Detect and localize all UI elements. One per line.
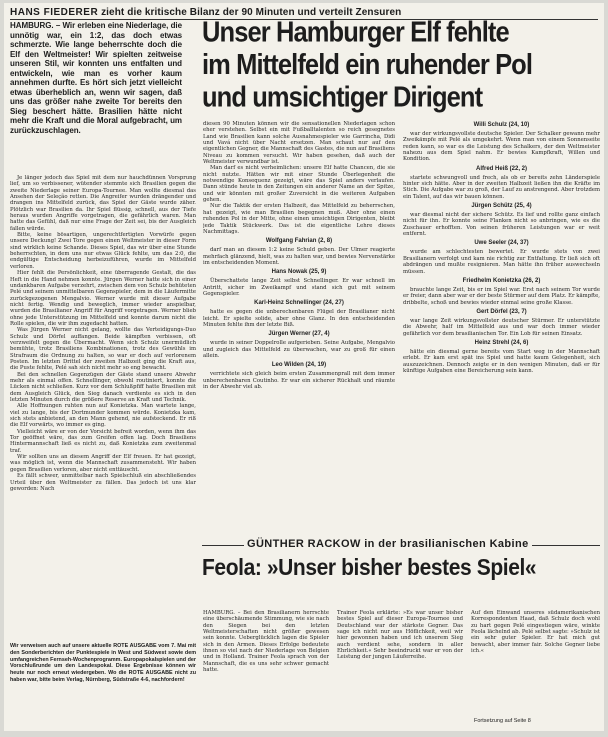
player-rating-text: startete schwungvoll und frech, als ob er bereits zehn Länderspiele hinter sich hätte. Aber in der zweiten Halbzeit ließen ihn die Kräfte im Stich. Die Aufgabe war zu groß, der Lauf zu anstrengend. Aber trotzdem ein Talent, auf das wir bauen können.	[403, 174, 600, 200]
player-rating-text: wurde in seiner Doppelrolle aufgerieben. Seine Aufgabe, Mengalvio und zugleich das Mittelfeld zu überwachen, war zu groß für einen allein.	[203, 340, 395, 359]
player-subhead: Heinz Strehl (24, 6)	[474, 339, 529, 346]
player-subhead: Jürgen Schütz (25, 4)	[471, 203, 532, 210]
second-story-column-1	[203, 610, 329, 718]
lead-paragraph	[10, 21, 182, 135]
player-subhead: Gert Dörfel (23, 7)	[476, 308, 527, 315]
article-paragraph: Vielleicht wäre er von der Vorsicht befreit worden, wenn ihm das Tor geöffnet wäre, das zum Greifen offen lag. Doch Brasiliens Hintermannschaft ließ es nicht zu, daß Konietzka zum zweitenmal traf.	[10, 428, 196, 454]
player-subhead: Friedhelm Konietzka (26, 2)	[462, 277, 541, 284]
article-paragraph: Es fällt schwer, unmittelbar nach Spielschluß ein abschließendes Urteil über den Weltmeister zu fällen. Das jedoch ist uns klar geworden: Nach	[10, 473, 196, 492]
kicker-text: zieht die kritische Bilanz der 90 Minuten und verteilt Zensuren	[101, 7, 402, 18]
continued-note: Fortsetzung auf Seite 8	[474, 718, 531, 724]
player-rating-text: hatte es gegen die unberechenbaren Flügel der Brasilianer nicht leicht. Er spielte solide, aber ohne Glanz. In den entscheidenden Minuten fehlte ihm der letzte Biß.	[203, 309, 395, 328]
second-story-kicker-text: GÜNTHER RACKOW in der brasilianischen Kabine	[244, 538, 532, 550]
player-subhead: Uwe Seeler (24, 37)	[474, 240, 529, 247]
player-rating-text: Überschattete lange Zeit selbst Schnellinger. Er war schnell im Antritt, sicher im Zweikampf und stand sich gut mit seinem Gegenspieler.	[203, 278, 395, 297]
article-paragraph: Hier fehlt die Persönlichkeit, eine überragende Gestalt, die das Heft in die Hand nehmen konnte. Jürgen Werner hatte sich in einer undankbaren Aufgabe verzehrt, zwischen dem von Schulz behüteten Pelé und seinem unmittelbaren Gegenspieler, dem in die Läufermitte zurückgezogenen Mengalvio. Werner wurde mit dieser Aufgabe nicht fertig. Wendig und beweglich, immer wieder anspielbar, wurden die Brasilianer Angriff für Angriff vorgetragen. Werner blieb ohne jede Unterstützung im Mittelfeld und konnte darum nicht die Rolle spielen, die wir ihm zugedacht hatten.	[10, 270, 196, 327]
main-headline	[202, 17, 600, 114]
kicker-author: HANS FIEDERER	[10, 7, 99, 18]
second-story-column-2	[337, 610, 463, 718]
player-rating-text: verrichtete sich gleich beim ersten Zusammenprall mit dem immer unberechenbaren Coutinho. Er war ein sicherer Rückhalt und räumte in der Abwehr viel ab.	[203, 371, 395, 390]
player-subhead: Hans Nowak (25, 9)	[271, 269, 327, 276]
headline-line: und umsichtiger Dirigent	[202, 81, 483, 114]
second-headline: Feola: »Unser bisher bestes Spiel«	[202, 555, 537, 581]
article-paragraph: Auf den Einwand unseres südamerikanischen Korrespondenten Haad, daß Schulz doch wohl zu hart gegen Pelé eingestiegen wäre, winkte Feola lächelnd ab. Pelé selbst sagte: »Schulz ist ein sehr guter Spieler. Er hat mich gut bewacht, aber immer fair. Solche Gegner liebe ich.«	[471, 610, 600, 655]
article-paragraph: Man darf es nicht verheimlichen: unsere Elf hatte Chancen, die sie nicht nutzte. Hätten wir mit einer Stunde Überlegenheit die notwendige Konsequenz gezeigt, wäre das Spiel anders verlaufen. Dann stünde heute in den Zeitungen ein anderer Name an der Spitze, und wir könnten mit großer Zuversicht in die weiteren Aufgaben gehen.	[203, 165, 395, 204]
player-subhead: Leo Wilden (24, 19)	[271, 362, 327, 369]
article-column-3	[403, 121, 600, 535]
second-story-column-3	[471, 610, 600, 716]
newspaper-page	[4, 3, 604, 731]
lead-dateline: HAMBURG.	[10, 21, 54, 30]
article-paragraph: Alle Hoffnungen ruhten nun auf Konietzka. Man wartete lange, viel zu lange, bis der Dortmunder kommen würde. Konietzka kam, sich stets anbietend, an den Mann gehend, nie aufsteckend. Er riß die Elf vorwärts, wo immer es ging.	[10, 403, 196, 429]
player-rating-text: war diesmal nicht der sichere Schütz. Es lief und rollte ganz einfach nicht für ihn. Er konnte seine Flanken nicht so anbringen, wie es die Zuschauer erhofften. Von seinen früheren Leistungen war er weit entfernt.	[403, 212, 600, 238]
player-rating-text: brauchte lange Zeit, bis er im Spiel war. Erst nach seinem Tor wurde er freier, dann aber war er der beste Stürmer auf dem Platz. Er kämpfte, dribbelte, schoß und bewies wieder einmal seine große Klasse.	[403, 286, 600, 306]
article-paragraph: Bitte, keine bösartigen, ungerechtfertigten Vorwürfe gegen unsere Deckung! Zwei Tore gegen einen Weltmeister in dieser Form sind wirklich keine Schande. Dieses Spiel, das wir über eine Stunde beherrschten, in dem uns nur etwas Glück fehlte, um das 2:0, die endgültige Entscheidung herbeizuführen, wurde im Mittelfeld verloren.	[10, 232, 196, 270]
second-story-kicker	[202, 538, 600, 552]
player-rating-text: darf man an diesem 1:2 keine Schuld geben. Der Ulmer reagierte mehrfach glänzend, hielt, was zu halten war, und bewies Nervenstärke im entscheidenden Moment.	[203, 247, 395, 266]
player-rating-text: war lange Zeit wirkungsvollster deutscher Stürmer. Er unterstützte die Abwehr, half im Mittelfeld aus und war doch immer wieder gefährlich vor dem brasilianischen Tor. Ein Lob für seinen Einsatz.	[403, 317, 600, 337]
article-paragraph: Trainer Feola erklärte: »Es war unser bisher bestes Spiel auf dieser Europa-Tournee und Deutschland war der stärkste Gegner. Das sage ich nicht nur aus Höflichkeit, weil wir hier gewonnen haben und ich unserem Sieg auch verdient sehe, sondern in aller Ehrlichkeit.« Sehr beeindruckt war er von der Leistung der jungen Läuferreihe.	[337, 610, 463, 661]
article-paragraph: Bei den schnellen Gegenzügen der Gäste stand unsere Abwehr mehr als einmal offen. Schnellinger, obwohl routiniert, konnte die Lücken nicht schließen. Kurz vor dem Schlußpfiff hatte Brasilien mit dem Ausgleich Glück, den Sieg danach verdiente es sich in den letzten Minuten durch die größere Reserve an Kraft und Technik.	[10, 371, 196, 404]
lead-text: – Wir erleben eine Niederlage, die unnötig war, ein 1:2, das doch etwas schmerzte. Wie lange beherrschte doch die Elf den Weltmeister! Wir spielten zeitweise unseren Stil, wir konnten uns entfalten und entwickeln, wie man es vorher kaum annehmen durfte. Es hört sich jetzt vielleicht etwas überheblich an, wenn wir sagen, daß uns das größer nahe zweite Tor bereits den Sieg beschert hätte. Brasilien hätte nicht mehr die Kraft und die Moral aufgebracht, um zurückzuschlagen.	[10, 21, 182, 135]
article-column-2	[203, 121, 395, 535]
article-paragraph: Nur die Taktik der ersten Halbzeit, das Mittelfeld zu beherrschen, hat gezeigt, wie man Brasilien begegnen muß. Aber ohne einen ruhenden Pol in der Mitte, ohne einen umsichtigen Dirigenten, bleibt jede Taktik Stückwerk. Das ist die eigentliche Lehre dieses Nachmittags.	[203, 203, 395, 235]
player-subhead: Karl-Heinz Schnellinger (24, 27)	[254, 300, 344, 307]
player-subhead: Willi Schulz (24, 10)	[473, 122, 530, 128]
article-paragraph: HAMBURG. – Bei den Brasilianern herrschte eine überschäumende Stimmung, wie sie nach den Siegen bei den letzten Weltmeisterschaften nicht größer gewesen sein konnte. Ueberglücklich lagen die Spieler sich in den Armen. Dieses Erfolge bedeutete ihnen so viel nach der Niederlage von Belgien und in Holland. Trainer Feola sprach von der Mannschaft, die es uns sehr schwer gemacht hatte.	[203, 610, 329, 674]
article-paragraph: Je länger jedoch das Spiel mit dem nur hauchdünnen Vorsprung lief, um so verbissener, wütender stemmte sich Brasilien gegen die zweite Niederlage seiner Europa-Tournee. Man wollte diesmal das Ansehen der Seleção retten. Die Angreifer wurden drängender und drangen ins Mittelfeld zurück, das Spiel der Gäste wurde zäher. Plötzlich war Brasilien da. Ihr Spiel flüssig, schnell, aus der Tiefe heraus wurden Angriffe vorgetragen, die gefährlich waren. Man hatte das Gefühl, daß nur eine Frage der Zeit sei, bis der Ausgleich fallen würde.	[10, 175, 196, 232]
player-rating-text: wurde am schlechtesten bewertet. Er wurde stets von zwei Brasilianern verfolgt und kam nie richtig zur Entfaltung. Er ließ sich oft abdrängen und mußte resignieren. Man hätte ihn früher auswechseln müssen.	[403, 249, 600, 275]
headline-line: Unser Hamburger Elf fehlte	[202, 17, 509, 49]
player-subhead: Wolfgang Fahrian (2, 8)	[265, 238, 333, 245]
player-rating-text: hätte ein diesmal gerne bereits vom Start weg in der Mannschaft erlebt. Er kam erst spät ins Spiel und hatte kaum Gelegenheit, sich auszuzeichnen. Dennoch zeigte er in den wenigen Minuten, daß er für künftige Aufgaben eine Bereicherung sein kann.	[403, 348, 600, 374]
player-rating-text: war der wirkungsvollste deutsche Spieler. Der Schalker gewann mehr Zweikämpfe mit Pelé als umgekehrt. Wenn man von einem Sonnenseite reden kann, so war es die Leistung des Schalkers, der den Weltmeister nahezu aus dem Spiel nahm. Er bewies Kampfkraft, Willen und Kondition.	[403, 131, 600, 163]
player-subhead: Jürgen Werner (27, 4)	[268, 331, 330, 338]
article-column-1	[10, 175, 196, 640]
headline-line: im Mittelfeld ein ruhender Pol	[202, 49, 533, 81]
footnote-box: Wir verweisen auch auf unsere aktuelle ROTE AUSGABE vom 7. Mai mit den Sonderberichten der Punktespiele in West und Südwest sowie dem umfangreichen Fernseh-Wochenprogramm. Europapokalspielen und der Vorschlußrunde um den Landespokal. Diese Ergebnisse können wir heute nur noch erneut wiedergeben. Wo die ROTE AUSGABE nicht zu haben war, bitte beim Verlag, Nürnberg, Südstraße 4-6, nachfordern!	[10, 643, 196, 683]
article-paragraph: Wir sollten uns an diesem Angriff der Elf freuen. Er hat gezeigt, was möglich ist, wenn die Mannschaft zusammensteht. Wir haben gegen Brasilien verloren, aber nicht enttäuscht.	[10, 454, 196, 473]
player-subhead: Alfred Heiß (22, 2)	[475, 165, 527, 172]
article-paragraph: Was Jürgen Werner nicht gelang, wollte das Verteidigungs-Duo Schulz und Dörfel auffangen. Beide kämpften verbissen, oft verzweifelt gegen die Übermacht. Wenn sich Schulz unermüdlich bemühte, trotz Brasiliens Kombinationen, trotz des Gewühls im Strafraum die Ordnung zu halten, so war er doch auf verlorenem Posten. Im letzten Drittel der zweiten Halbzeit ging die Kraft aus, die Puste fehlte, Pelé sah sich nicht mehr so eng bewacht.	[10, 327, 196, 372]
article-paragraph: diesen 90 Minuten können wir die sensationellen Niederlagen schon eher verstehen. Selbst ein mit Fußballtalenten so reich gesegnetes Land wie Brasilien kann solche Ausnahmespieler wie Garrincha, Didi und Vavá nicht über Nacht ersetzen. Man schaut nur auf den eigentlichen Gegner, die Mannschaft des Gastes, die nun auf Brasiliens Niveau zu kommen versucht. Wir haben gesehen, daß auch der Weltmeister verwundbar ist.	[203, 121, 395, 166]
